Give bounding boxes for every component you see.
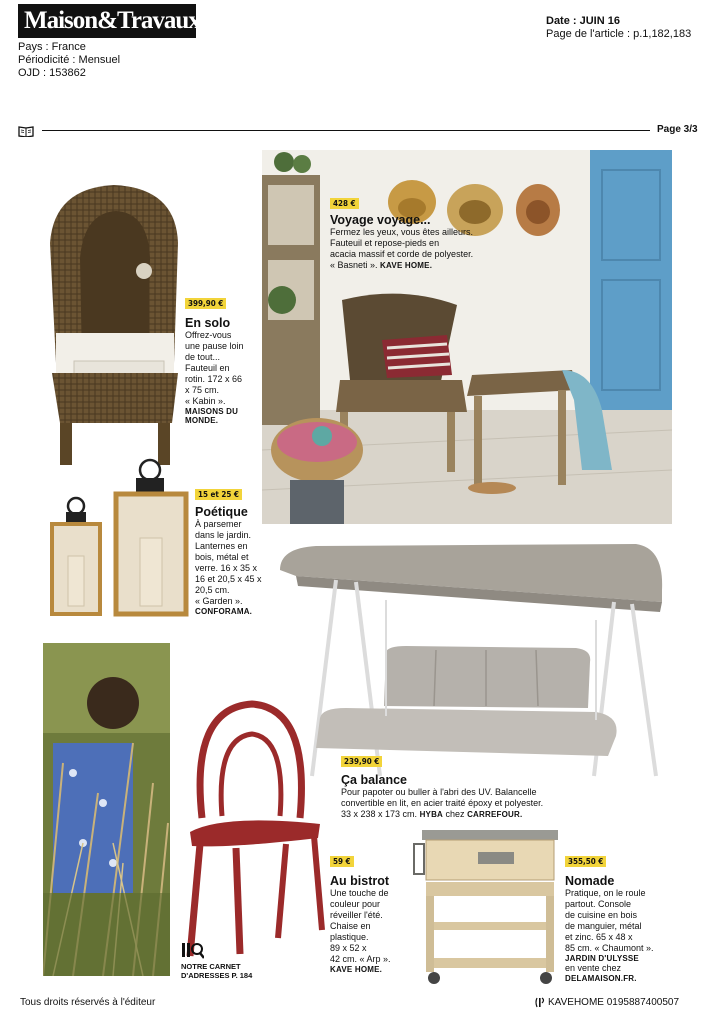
price-tag: 15 et 25 € — [195, 489, 242, 500]
header-meta — [18, 41, 120, 80]
desc-line: bois, métal et — [195, 552, 249, 562]
desc-line: x 75 cm. — [185, 385, 220, 395]
desc-line: verre. 16 x 35 x — [195, 563, 258, 573]
product-desc — [185, 330, 265, 407]
article-page: Page de l'article : p.1,182,183 — [546, 28, 692, 40]
price-tag: 59 € — [330, 856, 354, 867]
brand: CONFORAMA. — [195, 607, 253, 616]
desc-line — [341, 809, 581, 820]
product-title: Ça balance — [341, 773, 408, 787]
desc-line — [330, 260, 530, 271]
ojd: OJD : 153862 — [18, 67, 86, 79]
lanterns-photo — [44, 456, 194, 618]
desc-line: plastique. — [330, 932, 369, 942]
brand-line: MONDE. — [185, 416, 219, 425]
product-nomade — [565, 851, 665, 983]
desc-line: partout. Console — [565, 899, 632, 909]
desc-line: de manguier, métal — [565, 921, 642, 931]
desc-line: dans le jardin. — [195, 530, 252, 540]
desc-line: 85 cm. « Chaumont ». — [565, 943, 654, 953]
wicker-chair-photo — [44, 183, 184, 473]
swing-bench-photo — [276, 540, 668, 780]
page-number: Page 3/3 — [657, 124, 698, 135]
carnet-line: NOTRE CARNET — [181, 962, 241, 971]
country: Pays : France — [18, 41, 86, 53]
product-title: Nomade — [565, 874, 615, 888]
address-book-ref — [181, 962, 252, 980]
publication-logo — [18, 4, 200, 38]
bistro-chair-photo — [182, 698, 327, 960]
carnet-line: D'ADRESSES P. 184 — [181, 971, 253, 980]
desc-line: Fauteuil et repose-pieds en — [330, 238, 440, 248]
desc-line: « Garden ». — [195, 596, 243, 606]
desc-line: rotin. 172 x 66 — [185, 374, 243, 384]
product-solo — [185, 293, 265, 425]
product-balance — [341, 751, 581, 820]
garden-photo — [43, 643, 170, 976]
kitchen-cart-photo — [412, 826, 562, 986]
product-desc — [330, 888, 404, 965]
price-tag: 428 € — [330, 198, 359, 209]
product-voyage — [330, 193, 530, 271]
desc-line: et zinc. 65 x 48 x — [565, 932, 633, 942]
desc-line: Une touche de — [330, 888, 389, 898]
date: Date : JUIN 16 — [546, 15, 620, 27]
desc-line: convertible en lit, en acier traité époxy et polyester. — [341, 798, 544, 808]
product-title: Poétique — [195, 505, 248, 519]
desc-line: Lanternes en — [195, 541, 248, 551]
logo-text: Maison&Travaux — [24, 7, 200, 34]
periodicity: Périodicité : Mensuel — [18, 54, 121, 66]
desc-line: Chaise en — [330, 921, 371, 931]
desc-line: de tout... — [185, 352, 221, 362]
address-book-icon — [182, 941, 204, 959]
desc-line: À parsemer — [195, 519, 242, 529]
desc-line: Pour papoter ou buller à l'abri des UV. Balancelle — [341, 787, 537, 797]
footer-rights: Tous droits réservés à l'éditeur — [20, 997, 156, 1008]
brand: JARDIN D'ULYSSE — [565, 954, 639, 963]
product-desc — [195, 519, 265, 607]
desc-line: Pratique, on le roule — [565, 888, 646, 898]
desc-line: de cuisine en bois — [565, 910, 638, 920]
product-desc — [565, 888, 665, 954]
product-dims: 33 x 238 x 173 cm. — [341, 809, 418, 819]
price-tag: 239,90 € — [341, 756, 382, 767]
product-bistrot — [330, 851, 404, 974]
product-title: En solo — [185, 316, 231, 330]
brand: KAVE HOME. — [380, 261, 433, 270]
desc-line: « Kabin ». — [185, 396, 226, 406]
product-title: Voyage voyage... — [330, 213, 431, 227]
product-poetique — [195, 484, 265, 616]
price-tag: 399,90 € — [185, 298, 226, 309]
price-tag: 355,50 € — [565, 856, 606, 867]
brand: CARREFOUR. — [467, 810, 523, 819]
desc-line: 16 et 20,5 x 45 x — [195, 574, 262, 584]
sub-text: en vente chez — [565, 963, 622, 973]
footer-ref: KAVEHOME 0195887400507 — [548, 997, 680, 1008]
book-icon — [18, 124, 34, 136]
brand: HYBA — [419, 810, 444, 819]
product-desc — [330, 227, 530, 271]
desc-line: 42 cm. « Arp ». — [330, 954, 391, 964]
desc-line: 89 x 52 x — [330, 943, 367, 953]
desc-line: Offrez-vous — [185, 330, 232, 340]
brand: DELAMAISON.FR. — [565, 974, 637, 983]
desc-line: réveiller l'été. — [330, 910, 383, 920]
product-desc — [341, 787, 581, 820]
desc-line: acacia massif et corde de polyester. — [330, 249, 474, 259]
brand: KAVE HOME. — [330, 965, 383, 974]
brand — [185, 407, 265, 425]
connector-text: chez — [445, 809, 465, 819]
desc-line: couleur pour — [330, 899, 381, 909]
desc-line: Fauteuil en — [185, 363, 230, 373]
desc-line: Fermez les yeux, vous êtes ailleurs. — [330, 227, 474, 237]
product-title: Au bistrot — [330, 874, 390, 888]
desc-line: 20,5 cm. — [195, 585, 230, 595]
header-rule — [42, 130, 650, 131]
barcode-mark-icon — [534, 996, 546, 1009]
desc-line: une pause loin — [185, 341, 244, 351]
product-ref: « Basneti ». — [330, 260, 378, 270]
brand-line: MAISONS DU — [185, 407, 239, 416]
header-date-block — [546, 15, 691, 41]
